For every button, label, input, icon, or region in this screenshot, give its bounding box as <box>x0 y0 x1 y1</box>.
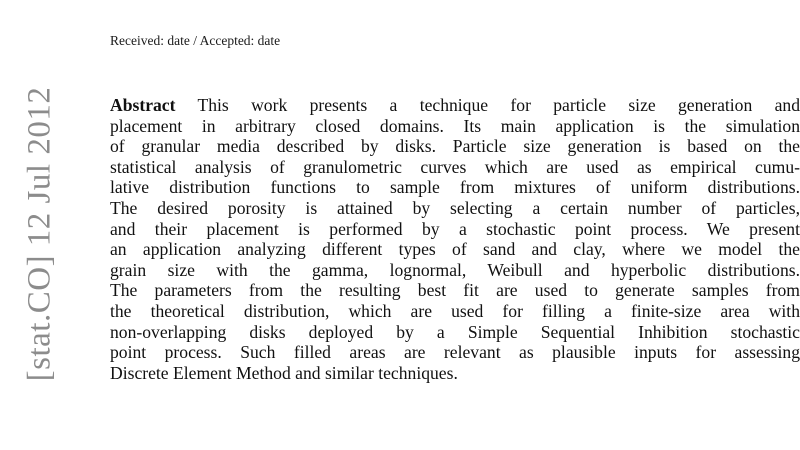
abstract-line: point process. Such filled areas are relevant as plausible inputs for assessing <box>110 342 800 363</box>
abstract-label: Abstract <box>110 95 176 115</box>
abstract-line: The parameters from the resulting best fit are used to generate samples from <box>110 280 800 301</box>
abstract-first-line-text: This work presents a technique for particle size generation and <box>175 95 800 115</box>
abstract-line <box>110 95 800 116</box>
abstract-line: Discrete Element Method and similar techniques. <box>110 362 458 383</box>
received-accepted-line: Received: date / Accepted: date <box>110 33 281 48</box>
abstract-line: statistical analysis of granulometric curves which are used as empirical cumu- <box>110 156 800 177</box>
arxiv-margin-stamp: [stat.CO] 12 Jul 2012 <box>21 86 58 382</box>
abstract-line: non-overlapping disks deployed by a Simple Sequential Inhibition stochastic <box>110 321 800 342</box>
abstract-line: The desired porosity is attained by selecting a certain number of particles, <box>110 197 800 218</box>
abstract-line: lative distribution functions to sample from mixtures of uniform distributions. <box>110 177 800 198</box>
abstract-line: of granular media described by disks. Particle size generation is based on the <box>110 136 800 157</box>
abstract-line: the theoretical distribution, which are used for filling a finite-size area with <box>110 300 800 321</box>
abstract-line: and their placement is performed by a stochastic point process. We present <box>110 218 800 239</box>
abstract-line: grain size with the gamma, lognormal, Weibull and hyperbolic distributions. <box>110 259 800 280</box>
abstract-line: an application analyzing different types of sand and clay, where we model the <box>110 239 800 260</box>
abstract-paragraph <box>110 95 800 383</box>
abstract-line: placement in arbitrary closed domains. Its main application is the simulation <box>110 115 800 136</box>
